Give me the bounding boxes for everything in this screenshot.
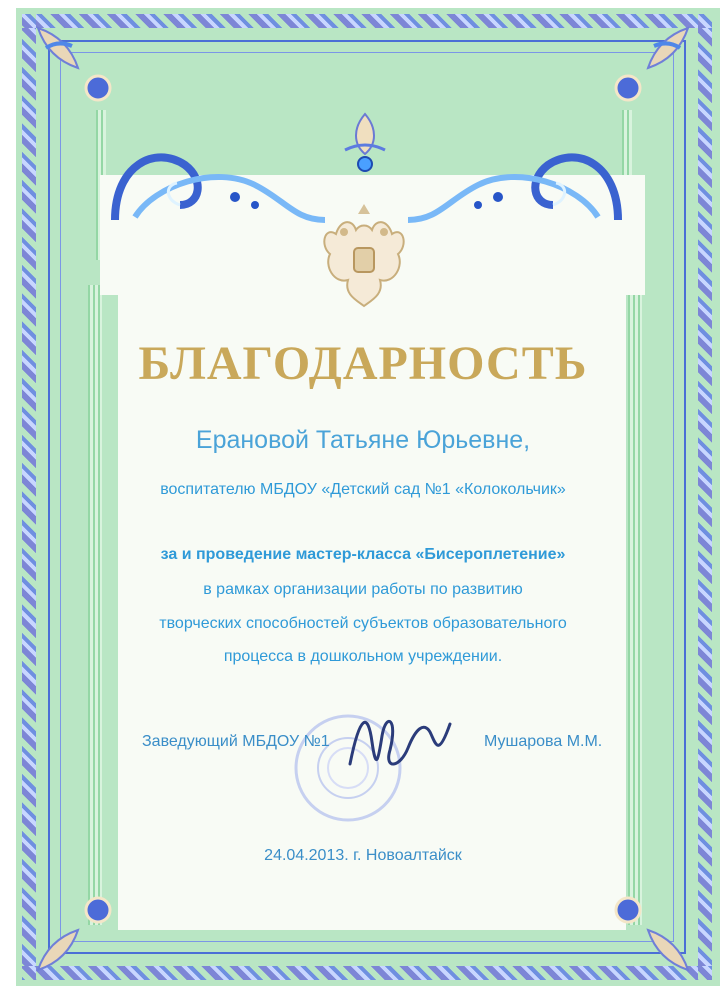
signer-title: Заведующий МБДОУ №1 [142,733,330,750]
date-and-place: 24.04.2013. г. Новоалтайск [264,847,462,864]
reason-line-4: процесса в дошкольном учреждении. [223,648,503,665]
reason-line-2: в рамках организации работы по развитию [203,581,523,598]
certificate-title: БЛАГОДАРНОСТЬ [138,337,588,390]
reason-line-1: за и проведение мастер-класса «Бисероплетение» [160,546,566,563]
recipient-position: воспитателю МБДОУ «Детский сад №1 «Колокольчик» [160,481,566,498]
reason-line-3: творческих способностей субъектов образовательного [159,615,567,632]
signer-name: Мушарова М.М. [484,733,603,750]
recipient-name: Ерановой Татьяне Юрьевне, [195,426,531,454]
handwritten-signature [340,694,460,784]
